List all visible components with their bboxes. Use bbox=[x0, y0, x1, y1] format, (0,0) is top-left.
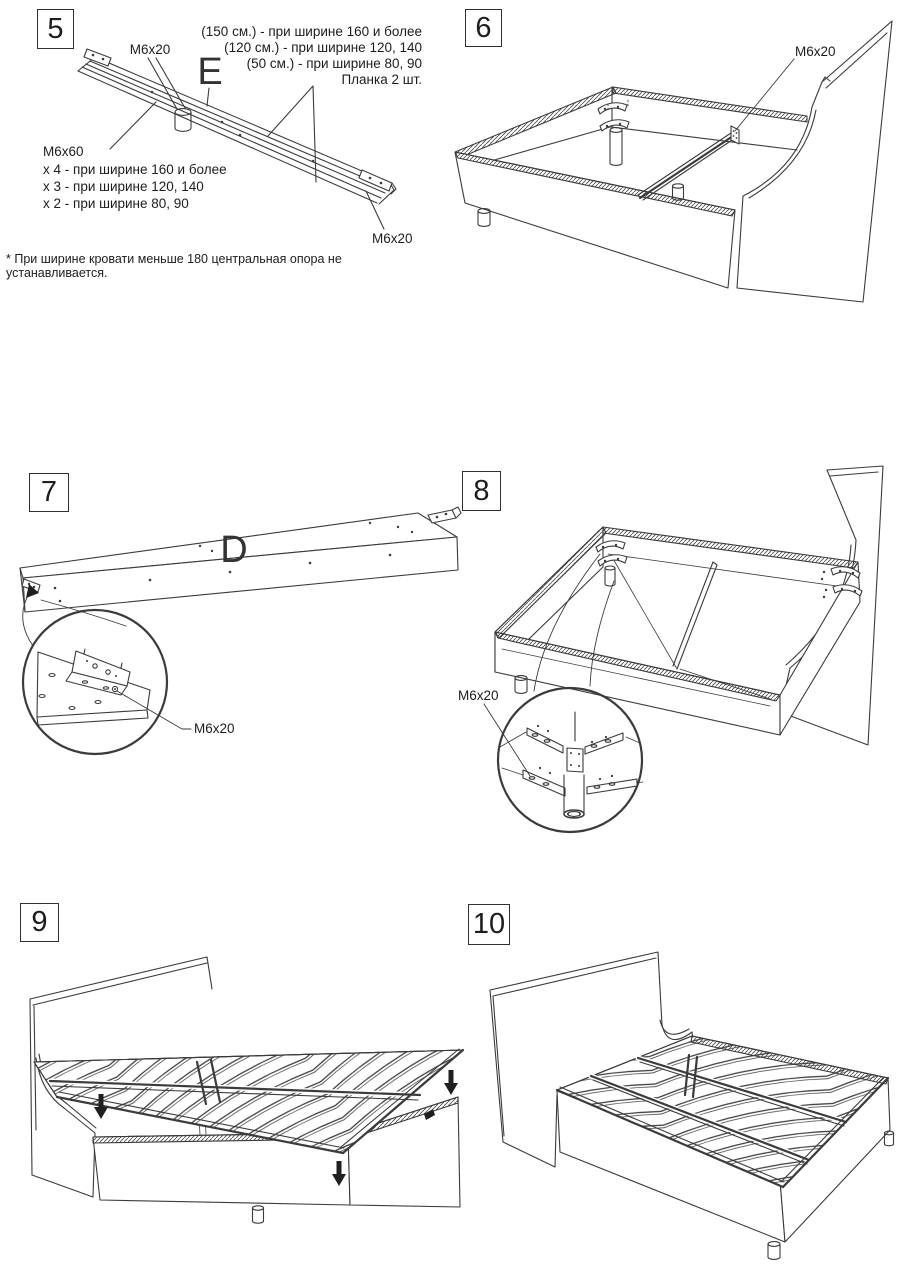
step-number: 6 bbox=[475, 11, 492, 44]
leader-line bbox=[735, 59, 794, 131]
step-number: 5 bbox=[47, 12, 64, 45]
part-letter-d: D bbox=[220, 529, 248, 571]
bed-with-base-drawing bbox=[30, 957, 463, 1223]
step-number: 9 bbox=[31, 906, 48, 938]
svg-text:(120 см.) - при ширине 120, 14: (120 см.) - при ширине 120, 140 bbox=[224, 40, 422, 55]
step-9-diagram bbox=[0, 890, 470, 1280]
svg-text:x 2 - при ширине 80, 90: x 2 - при ширине 80, 90 bbox=[43, 196, 189, 211]
mounting-brackets bbox=[598, 100, 629, 165]
svg-text:(50 см.) - при ширине 80, 90: (50 см.) - при ширине 80, 90 bbox=[246, 56, 422, 71]
leader-line bbox=[484, 704, 530, 776]
step-number: 10 bbox=[472, 908, 506, 940]
front-rail bbox=[455, 152, 735, 288]
svg-text:(150 см.) - при ширине 160 и б: (150 см.) - при ширине 160 и более bbox=[201, 24, 422, 39]
part-letter-e: E bbox=[197, 51, 223, 93]
step-5-diagram bbox=[0, 0, 450, 280]
step-6-diagram bbox=[450, 0, 900, 320]
foot-rail bbox=[455, 87, 616, 158]
end-bracket bbox=[359, 170, 392, 191]
step-number: 7 bbox=[40, 476, 58, 508]
m6x20-label: M6x20 bbox=[194, 721, 235, 736]
svg-text:x 4 - при ширине 160 и более: x 4 - при ширине 160 и более bbox=[43, 162, 227, 177]
m6x20-label: M6x20 bbox=[372, 231, 413, 246]
step-10-diagram bbox=[440, 890, 900, 1280]
bolt-count-text bbox=[43, 144, 227, 211]
headboard bbox=[737, 21, 892, 302]
center-leg-detail bbox=[500, 712, 643, 818]
svg-text:x 3 - при ширине 120, 140: x 3 - при ширине 120, 140 bbox=[43, 179, 204, 194]
front-leg bbox=[478, 209, 490, 227]
footnote: * При ширине кровати меньше 180 центральная опора не устанавливается. bbox=[6, 252, 342, 280]
step-number: 8 bbox=[473, 474, 490, 507]
step-8-diagram bbox=[440, 450, 900, 850]
step-7-diagram bbox=[0, 460, 470, 850]
bracket-detail bbox=[37, 649, 150, 725]
width-options-text bbox=[201, 24, 422, 87]
end-bracket bbox=[84, 49, 111, 66]
assembled-bed-drawing bbox=[490, 952, 894, 1259]
svg-text:Планка 2 шт.: Планка 2 шт. bbox=[341, 72, 422, 87]
m6x20-label: M6x20 bbox=[129, 42, 171, 57]
bed-frame-drawing bbox=[455, 21, 892, 302]
svg-text:M6x60: M6x60 bbox=[43, 144, 84, 159]
m6x20-label: M6x20 bbox=[795, 44, 836, 59]
back-rail bbox=[613, 87, 807, 122]
bed-box-drawing bbox=[495, 466, 883, 745]
m6x20-label: M6x20 bbox=[458, 688, 499, 703]
